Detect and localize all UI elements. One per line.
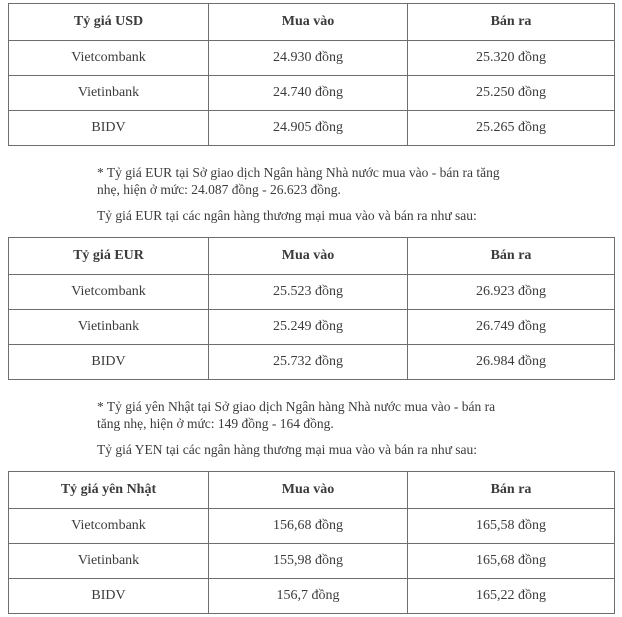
sell-rate-cell: 26.923 đồng — [408, 275, 615, 310]
usd-table-title-cell: Tỷ giá USD — [9, 4, 209, 41]
yen-rates-table — [8, 471, 615, 614]
usd-table-header-row — [9, 4, 615, 41]
table-row — [9, 41, 615, 76]
bank-name-cell: BIDV — [9, 111, 209, 146]
yen-sbv-note: * Tỷ giá yên Nhật tại Sở giao dịch Ngân hàng Nhà nước mua vào - bán ra tăng nhẹ, hiện ở mức: 149 đồng - 164 đồng. — [97, 399, 496, 431]
table-row — [9, 509, 615, 544]
buy-rate-cell: 156,68 đồng — [209, 509, 408, 544]
sell-rate-cell: 165,68 đồng — [408, 544, 615, 579]
sell-rate-cell: 165,58 đồng — [408, 509, 615, 544]
table-row — [9, 310, 615, 345]
bank-name-cell: Vietinbank — [9, 76, 209, 111]
yen-sell-column-header: Bán ra — [408, 472, 615, 509]
eur-sbv-note: * Tỷ giá EUR tại Sở giao dịch Ngân hàng Nhà nước mua vào - bán ra tăng nhẹ, hiện ở mức: 24.087 đồng - 26.623 đồng. — [97, 165, 500, 197]
sell-rate-cell: 25.265 đồng — [408, 111, 615, 146]
eur-sell-column-header: Bán ra — [408, 238, 615, 275]
buy-rate-cell: 25.249 đồng — [209, 310, 408, 345]
buy-rate-cell: 156,7 đồng — [209, 579, 408, 614]
table-row — [9, 544, 615, 579]
eur-commercial-intro: Tỷ giá EUR tại các ngân hàng thương mại mua vào và bán ra như sau: — [97, 208, 477, 223]
usd-sell-column-header: Bán ra — [408, 4, 615, 41]
table-row — [9, 111, 615, 146]
bank-name-cell: Vietcombank — [9, 41, 209, 76]
sell-rate-cell: 26.984 đồng — [408, 345, 615, 380]
yen-buy-column-header: Mua vào — [209, 472, 408, 509]
yen-table-header-row — [9, 472, 615, 509]
eur-buy-column-header: Mua vào — [209, 238, 408, 275]
yen-table-title-cell: Tỷ giá yên Nhật — [9, 472, 209, 509]
buy-rate-cell: 24.930 đồng — [209, 41, 408, 76]
bank-name-cell: Vietcombank — [9, 275, 209, 310]
table-row — [9, 76, 615, 111]
buy-rate-cell: 155,98 đồng — [209, 544, 408, 579]
bank-name-cell: Vietinbank — [9, 310, 209, 345]
bank-name-cell: BIDV — [9, 345, 209, 380]
eur-rates-table — [8, 237, 615, 380]
eur-table-title-cell: Tỷ giá EUR — [9, 238, 209, 275]
table-row — [9, 579, 615, 614]
table-row — [9, 345, 615, 380]
bank-name-cell: BIDV — [9, 579, 209, 614]
sell-rate-cell: 25.250 đồng — [408, 76, 615, 111]
buy-rate-cell: 24.740 đồng — [209, 76, 408, 111]
yen-commercial-intro: Tỷ giá YEN tại các ngân hàng thương mại mua vào và bán ra như sau: — [97, 442, 478, 457]
sell-rate-cell: 25.320 đồng — [408, 41, 615, 76]
table-row — [9, 275, 615, 310]
buy-rate-cell: 25.732 đồng — [209, 345, 408, 380]
usd-buy-column-header: Mua vào — [209, 4, 408, 41]
bank-name-cell: Vietcombank — [9, 509, 209, 544]
usd-rates-table — [8, 3, 615, 146]
bank-name-cell: Vietinbank — [9, 544, 209, 579]
sell-rate-cell: 26.749 đồng — [408, 310, 615, 345]
buy-rate-cell: 24.905 đồng — [209, 111, 408, 146]
buy-rate-cell: 25.523 đồng — [209, 275, 408, 310]
eur-table-header-row — [9, 238, 615, 275]
sell-rate-cell: 165,22 đồng — [408, 579, 615, 614]
